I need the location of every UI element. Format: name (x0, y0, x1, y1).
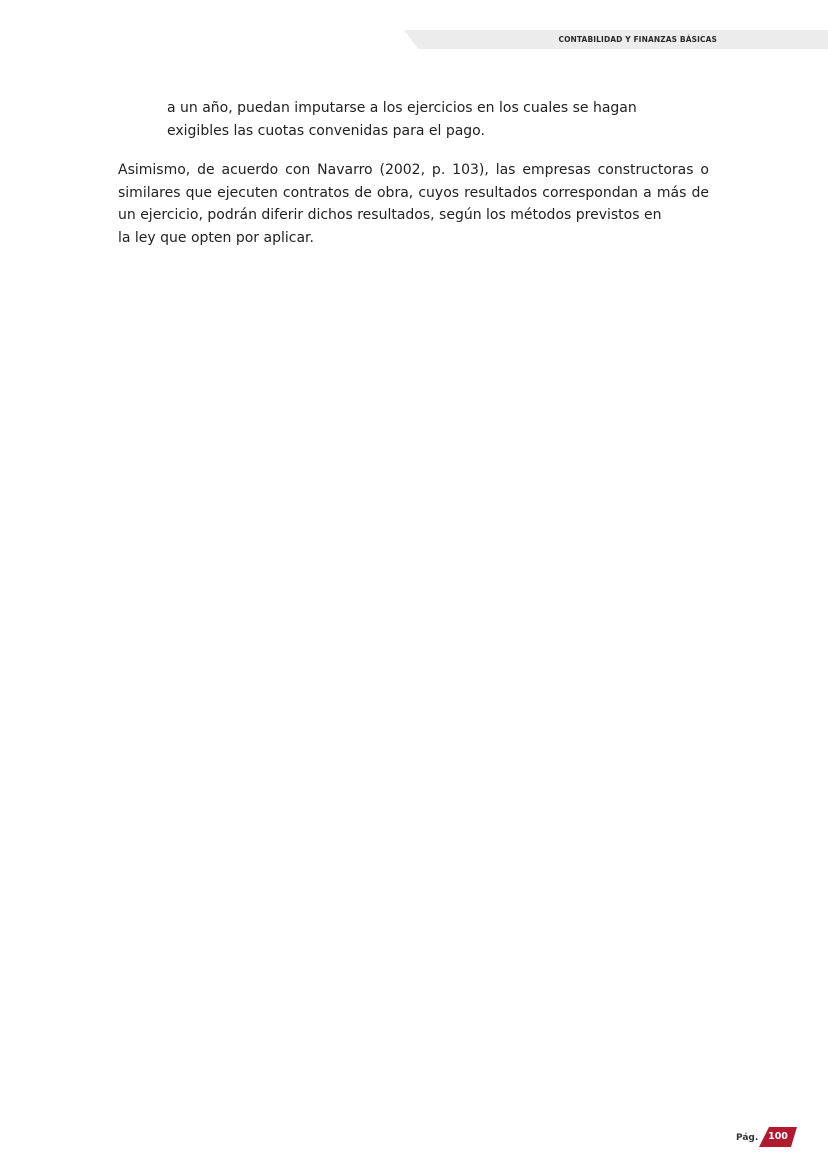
page-number: 100 (768, 1131, 788, 1142)
indented-paragraph (167, 97, 709, 142)
body-paragraph-line-1: Asimismo, de acuerdo con Navarro (2002, p. 103), las empresas constructoras o (118, 162, 709, 178)
body-paragraph-line-4: la ley que opten por aplicar. (118, 229, 314, 246)
body-paragraph (118, 159, 709, 249)
body-paragraph-line-2: similares que ejecuten contratos de obra, cuyos resultados correspondan a más (118, 184, 687, 201)
page-label: Pág. (736, 1133, 759, 1143)
indented-paragraph-line-2: exigibles las cuotas convenidas para el pago. (167, 122, 485, 139)
body-paragraph-line-3: de un ejercicio, podrán diferir dichos resultados, según los métodos previstos en (118, 184, 709, 223)
indented-paragraph-line-1: a un año, puedan imputarse a los ejercicios en los cuales se hagan (167, 100, 637, 116)
running-header-title: CONTABILIDAD Y FINANZAS BÁSICAS (558, 35, 717, 44)
